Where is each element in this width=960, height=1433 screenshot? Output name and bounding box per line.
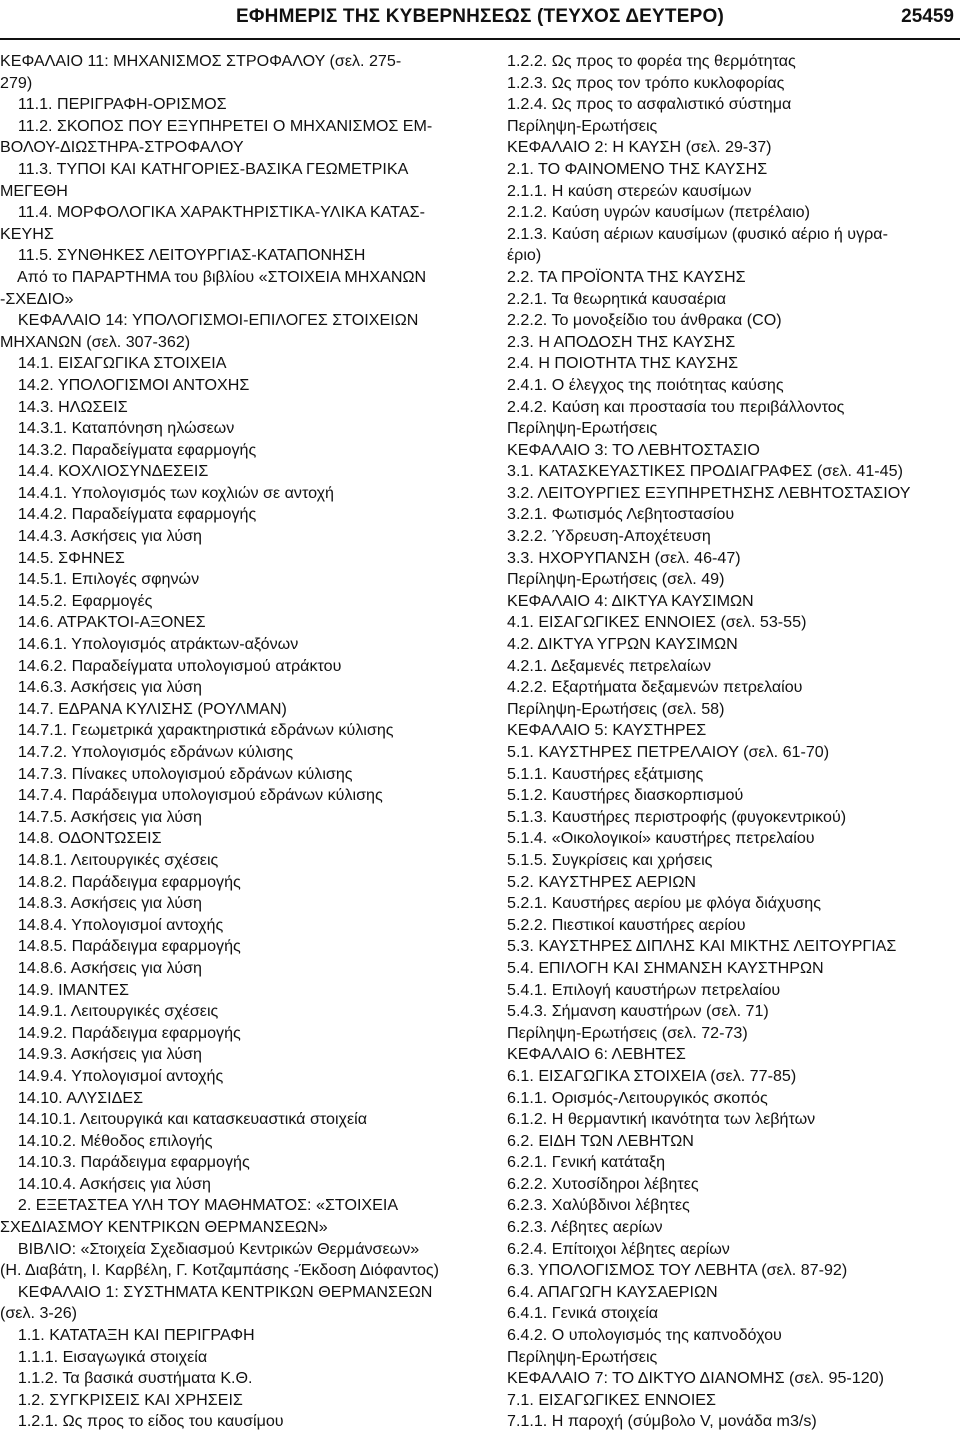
toc-line: 2.3. Η ΑΠΟΔΟΣΗ ΤΗΣ ΚΑΥΣΗΣ (507, 332, 736, 351)
toc-line: 14.10.3. Παράδειγμα εφαρμογής (0, 1153, 250, 1172)
toc-line: (σελ. 3-26) (0, 1304, 78, 1323)
toc-line: 2.1.1. Η καύση στερεών καυσίμων (507, 181, 752, 200)
toc-line: 11.5. ΣΥΝΘΗΚΕΣ ΛΕΙΤΟΥΡΓΙΑΣ-ΚΑΤΑΠΟΝΗΣΗ (0, 246, 366, 265)
toc-line: 6.4.2. Ο υπολογισμός της καπνοδόχου (507, 1326, 782, 1345)
toc-line: 3.2. ΛΕΙΤΟΥΡΓΙΕΣ ΕΞΥΠΗΡΕΤΗΣΗΣ ΛΕΒΗΤΟΣΤΑΣΙΟΥ (507, 483, 911, 502)
toc-line: 1.2. ΣΥΓΚΡΙΣΕΙΣ ΚΑΙ ΧΡΗΣΕΙΣ (0, 1390, 243, 1409)
toc-line: 5.2.2. Πιεστικοί καυστήρες αερίου (507, 915, 746, 934)
toc-line: 14.7.2. Υπολογισμός εδράνων κύλισης (0, 743, 294, 761)
toc-line: 14.4.2. Παραδείγματα εφαρμογής (0, 505, 257, 524)
toc-line: 4.2. ΔΙΚΤΥΑ ΥΓΡΩΝ ΚΑΥΣΙΜΩΝ (507, 635, 738, 654)
right-column (507, 51, 957, 1433)
toc-line: 14.9.4. Υπολογισμοί αντοχής (0, 1066, 224, 1085)
toc-line: Περίληψη-Ερωτήσεις (σελ. 72-73) (507, 1023, 748, 1042)
toc-line: 5.2. ΚΑΥΣΤΗΡΕΣ ΑΕΡΙΩΝ (507, 872, 697, 891)
toc-line: 6.1. ΕΙΣΑΓΩΓΙΚΑ ΣΤΟΙΧΕΙΑ (σελ. 77-85) (507, 1066, 797, 1085)
toc-line: 14.8.3. Ασκήσεις για λύση (0, 894, 203, 913)
toc-line: 6.1.1. Ορισμός-Λειτουργικός σκοπός (507, 1088, 768, 1107)
toc-line: 14.6. ΑΤΡΑΚΤΟΙ-ΑΞΟΝΕΣ (0, 613, 206, 632)
toc-line: 2.4.1. Ο έλεγχος της ποιότητας καύσης (507, 375, 784, 394)
toc-line: Περίληψη-Ερωτήσεις (σελ. 49) (507, 570, 725, 589)
toc-line: 6.2.3. Λέβητες αερίων (507, 1218, 663, 1237)
toc-line: 14.3. ΗΛΩΣΕΙΣ (0, 397, 128, 416)
toc-line: 1.2.2. Ως προς το φορέα της θερμότητας (507, 52, 796, 70)
toc-line: 2.2.1. Τα θεωρητικά καυσαέρια (507, 289, 727, 308)
toc-line: ΜΕΓΕΘΗ (0, 181, 68, 200)
toc-line: ΚΕΦΑΛΑΙΟ 11: ΜΗΧΑΝΙΣΜΟΣ ΣΤΡΟΦΑΛΟΥ (σελ. 275- (0, 52, 402, 70)
toc-line: ΒΟΛΟΥ-ΔΙΩΣΤΗΡΑ-ΣΤΡΟΦΑΛΟΥ (0, 138, 244, 157)
toc-line: 14.7.1. Γεωμετρικά χαρακτηριστικά εδράνων κύλισης (0, 721, 394, 740)
toc-line: 14.1. ΕΙΣΑΓΩΓΙΚΑ ΣΤΟΙΧΕΙΑ (0, 354, 227, 373)
toc-line: ΜΗΧΑΝΩΝ (σελ. 307-362) (0, 332, 191, 351)
toc-line: 14.5.1. Επιλογές σφηνών (0, 570, 200, 589)
toc-line: 1.1.2. Τα βασικά συστήματα Κ.Θ. (0, 1369, 253, 1388)
toc-line: 14.9.2. Παράδειγμα εφαρμογής (0, 1023, 241, 1042)
toc-line: 2.2.2. Το μονοξείδιο του άνθρακα (CO) (507, 311, 782, 330)
toc-line: ΚΕΦΑΛΑΙΟ 2: Η ΚΑΥΣΗ (σελ. 29-37) (507, 138, 772, 157)
toc-line: ΚΕΥΗΣ (0, 224, 54, 243)
toc-line: 14.4.1. Υπολογισμός των κοχλιών σε αντοχή (0, 483, 335, 502)
toc-line: 5.4.1. Επιλογή καυστήρων πετρελαίου (507, 980, 781, 999)
toc-line: 14.7.5. Ασκήσεις για λύση (0, 807, 203, 826)
toc-line: 2.2. ΤΑ ΠΡΟΪΟΝΤΑ ΤΗΣ ΚΑΥΣΗΣ (507, 267, 746, 286)
page-header (0, 0, 960, 40)
toc-line: 14.8.5. Παράδειγμα εφαρμογής (0, 937, 241, 956)
left-column (0, 51, 472, 1433)
page-number: 25459 (901, 6, 954, 27)
toc-line: 6.2.2. Χυτοσίδηροι λέβητες (507, 1174, 699, 1193)
toc-line: 14.8.6. Ασκήσεις για λύση (0, 958, 203, 977)
toc-line: 14.2. ΥΠΟΛΟΓΙΣΜΟΙ ΑΝΤΟΧΗΣ (0, 375, 250, 394)
toc-line: ΚΕΦΑΛΑΙΟ 14: ΥΠΟΛΟΓΙΣΜΟΙ-ΕΠΙΛΟΓΕΣ ΣΤΟΙΧΕΙΩΝ (0, 311, 419, 330)
toc-line: 5.3. ΚΑΥΣΤΗΡΕΣ ΔΙΠΛΗΣ ΚΑΙ ΜΙΚΤΗΣ ΛΕΙΤΟΥΡΓΙΑΣ (507, 937, 897, 956)
toc-line: 5.1.3. Καυστήρες περιστροφής (φυγοκεντρικού) (507, 807, 847, 826)
toc-line: 6.4.1. Γενικά στοιχεία (507, 1304, 659, 1323)
toc-line: 3.3. ΗΧΟΡΥΠΑΝΣΗ (σελ. 46-47) (507, 548, 741, 567)
toc-line: 1.1.1. Εισαγωγικά στοιχεία (0, 1347, 208, 1366)
toc-line: 2.4. Η ΠΟΙΟΤΗΤΑ ΤΗΣ ΚΑΥΣΗΣ (507, 354, 739, 373)
toc-line: 14.10.4. Ασκήσεις για λύση (0, 1174, 211, 1193)
toc-line: 11.4. ΜΟΡΦΟΛΟΓΙΚΑ ΧΑΡΑΚΤΗΡΙΣΤΙΚΑ-ΥΛΙΚΑ ΚΑΤΑΣ- (0, 203, 425, 222)
toc-line: Περίληψη-Ερωτήσεις (507, 419, 658, 438)
toc-line: Περίληψη-Ερωτήσεις (507, 1347, 658, 1366)
toc-line: 5.1.2. Καυστήρες διασκορπισμού (507, 786, 744, 805)
toc-line: 14.8. ΟΔΟΝΤΩΣΕΙΣ (0, 829, 162, 848)
toc-line: 5.1.1. Καυστήρες εξάτμισης (507, 764, 704, 783)
toc-line: 11.2. ΣΚΟΠΟΣ ΠΟΥ ΕΞΥΠΗΡΕΤΕΙ Ο ΜΗΧΑΝΙΣΜΟΣ ΕΜ- (0, 116, 433, 135)
toc-line: 5.1.4. «Οικολογικοί» καυστήρες πετρελαίου (507, 829, 815, 848)
toc-line: 14.10. ΑΛΥΣΙΔΕΣ (0, 1088, 144, 1107)
toc-line: 14.6.2. Παραδείγματα υπολογισμού ατράκτου (0, 656, 342, 675)
toc-line: 1.2.3. Ως προς τον τρόπο κυκλοφορίας (507, 73, 785, 92)
toc-line: 14.4. ΚΟΧΛΙΟΣΥΝΔΕΣΕΙΣ (0, 462, 209, 481)
toc-line: 14.3.1. Καταπόνηση ηλώσεων (0, 419, 235, 438)
toc-line: 14.6.3. Ασκήσεις για λύση (0, 678, 203, 697)
toc-line: 14.6.1. Υπολογισμός ατράκτων-αξόνων (0, 635, 299, 654)
toc-line: -ΣΧΕΔΙΟ» (0, 289, 74, 308)
toc-line: 14.9. ΙΜΑΝΤΕΣ (0, 980, 129, 999)
toc-line: 4.1. ΕΙΣΑΓΩΓΙΚΕΣ ΕΝΝΟΙΕΣ (σελ. 53-55) (507, 613, 807, 632)
toc-line: 2. ΕΞΕΤΑΣΤΕΑ ΥΛΗ ΤΟΥ ΜΑΘΗΜΑΤΟΣ: «ΣΤΟΙΧΕΙΑ (0, 1196, 399, 1215)
toc-line: 3.1. ΚΑΤΑΣΚΕΥΑΣΤΙΚΕΣ ΠΡΟΔΙΑΓΡΑΦΕΣ (σελ. 41-45) (507, 462, 903, 481)
toc-line: ΚΕΦΑΛΑΙΟ 6: ΛΕΒΗΤΕΣ (507, 1045, 686, 1064)
toc-line: 7.1.1. Η παροχή (σύμβολο V, μονάδα m3/s) (507, 1412, 817, 1431)
toc-line: 11.3. ΤΥΠΟΙ ΚΑΙ ΚΑΤΗΓΟΡΙΕΣ-ΒΑΣΙΚΑ ΓΕΩΜΕΤΡΙΚΑ (0, 159, 409, 178)
toc-line: 7.1. ΕΙΣΑΓΩΓΙΚΕΣ ΕΝΝΟΙΕΣ (507, 1390, 716, 1409)
toc-line: 279) (0, 73, 33, 92)
toc-line: 14.7.3. Πίνακες υπολογισμού εδράνων κύλισης (0, 764, 353, 783)
toc-line: 4.2.1. Δεξαμενές πετρελαίων (507, 656, 712, 675)
toc-line: 14.7.4. Παράδειγμα υπολογισμού εδράνων κύλισης (0, 786, 383, 805)
toc-line: 14.4.3. Ασκήσεις για λύση (0, 527, 203, 546)
toc-line: 14.10.2. Μέθοδος επιλογής (0, 1131, 213, 1150)
toc-line: Περίληψη-Ερωτήσεις (507, 116, 658, 135)
toc-line: έριο) (507, 246, 542, 265)
toc-line: 2.1. ΤΟ ΦΑΙΝΟΜΕΝΟ ΤΗΣ ΚΑΥΣΗΣ (507, 159, 768, 178)
toc-line: 6.2.1. Γενική κατάταξη (507, 1153, 666, 1172)
toc-line: 5.1. ΚΑΥΣΤΗΡΕΣ ΠΕΤΡΕΛΑΙΟΥ (σελ. 61-70) (507, 743, 830, 761)
toc-line: ΚΕΦΑΛΑΙΟ 1: ΣΥΣΤΗΜΑΤΑ ΚΕΝΤΡΙΚΩΝ ΘΕΡΜΑΝΣΕΩΝ (0, 1282, 433, 1301)
toc-line: 14.9.3. Ασκήσεις για λύση (0, 1045, 203, 1064)
toc-line: 2.4.2. Καύση και προστασία του περιβάλλοντος (507, 397, 845, 416)
toc-line: 5.4.3. Σήμανση καυστήρων (σελ. 71) (507, 1002, 769, 1021)
toc-line: 11.1. ΠΕΡΙΓΡΑΦΗ-ΟΡΙΣΜΟΣ (0, 95, 227, 114)
toc-line: 1.2.4. Ως προς το ασφαλιστικό σύστημα (507, 95, 792, 114)
toc-line: 14.5. ΣΦΗΝΕΣ (0, 548, 125, 567)
toc-line: 6.2. ΕΙΔΗ ΤΩΝ ΛΕΒΗΤΩΝ (507, 1131, 694, 1150)
toc-line: 5.2.1. Καυστήρες αερίου με φλόγα διάχυσης (507, 894, 821, 913)
toc-line: ΣΧΕΔΙΑΣΜΟΥ ΚΕΝΤΡΙΚΩΝ ΘΕΡΜΑΝΣΕΩΝ» (0, 1218, 328, 1237)
toc-line: ΚΕΦΑΛΑΙΟ 5: ΚΑΥΣΤΗΡΕΣ (507, 721, 707, 740)
toc-line: 14.8.1. Λειτουργικές σχέσεις (0, 850, 219, 869)
header-title: ΕΦΗΜΕΡΙΣ ΤΗΣ ΚΥΒΕΡΝΗΣΕΩΣ (ΤΕΥΧΟΣ ΔΕΥΤΕΡΟ) (236, 6, 724, 27)
toc-line: 14.7. ΕΔΡΑΝΑ ΚΥΛΙΣΗΣ (ΡΟΥΛΜΑΝ) (0, 699, 287, 718)
toc-line: 14.9.1. Λειτουργικές σχέσεις (0, 1002, 219, 1021)
toc-line: ΚΕΦΑΛΑΙΟ 3: ΤΟ ΛΕΒΗΤΟΣΤΑΣΙΟ (507, 440, 760, 459)
toc-line: 3.2.2. Ύδρευση-Αποχέτευση (507, 527, 711, 546)
toc-line: 2.1.3. Καύση αέριων καυσίμων (φυσικό αέριο ή υγρα- (507, 224, 888, 243)
toc-line: Από το ΠΑΡΑΡΤΗΜΑ του βιβλίου «ΣΤΟΙΧΕΙΑ ΜΗΧΑΝΩΝ (0, 267, 427, 286)
toc-line: 6.2.3. Χαλύβδινοι λέβητες (507, 1196, 690, 1215)
toc-line: 14.5.2. Εφαρμογές (0, 591, 153, 610)
toc-line: 6.3. ΥΠΟΛΟΓΙΣΜΟΣ ΤΟΥ ΛΕΒΗΤΑ (σελ. 87-92) (507, 1261, 848, 1280)
toc-line: 5.4. ΕΠΙΛΟΓΗ ΚΑΙ ΣΗΜΑΝΣΗ ΚΑΥΣΤΗΡΩΝ (507, 958, 824, 977)
toc-line: 1.2.1. Ως προς το είδος του καυσίμου (0, 1412, 284, 1431)
toc-line: ΚΕΦΑΛΑΙΟ 7: ΤΟ ΔΙΚΤΥΟ ΔΙΑΝΟΜΗΣ (σελ. 95-120) (507, 1369, 884, 1388)
toc-line: ΚΕΦΑΛΑΙΟ 4: ΔΙΚΤΥΑ ΚΑΥΣΙΜΩΝ (507, 591, 754, 610)
toc-line: 6.4. ΑΠΑΓΩΓΗ ΚΑΥΣΑΕΡΙΩΝ (507, 1282, 718, 1301)
toc-line: (Η. Διαβάτη, Ι. Καρβέλη, Γ. Κοτζαμπάσης -Έκδοση Διόφαντος) (0, 1261, 440, 1280)
toc-line: 14.3.2. Παραδείγματα εφαρμογής (0, 440, 257, 459)
header-rule (0, 38, 960, 40)
toc-line: 14.10.1. Λειτουργικά και κατασκευαστικά στοιχεία (0, 1110, 368, 1129)
toc-line: 4.2.2. Εξαρτήματα δεξαμενών πετρελαίου (507, 678, 803, 697)
toc-line: ΒΙΒΛΙΟ: «Στοιχεία Σχεδιασμού Κεντρικών Θερμάνσεων» (0, 1239, 420, 1258)
toc-line: 3.2.1. Φωτισμός Λεβητοστασίου (507, 505, 735, 524)
toc-line: 2.1.2. Καύση υγρών καυσίμων (πετρέλαιο) (507, 203, 810, 222)
toc-line: 1.1. ΚΑΤΑΤΑΞΗ ΚΑΙ ΠΕΡΙΓΡΑΦΗ (0, 1326, 255, 1345)
toc-line: 5.1.5. Συγκρίσεις και χρήσεις (507, 850, 713, 869)
toc-line: 6.1.2. Η θερμαντική ικανότητα των λεβήτων (507, 1110, 816, 1129)
toc-line: Περίληψη-Ερωτήσεις (σελ. 58) (507, 699, 725, 718)
toc-line: 14.8.4. Υπολογισμοί αντοχής (0, 915, 224, 934)
toc-line: 6.2.4. Επίτοιχοι λέβητες αερίων (507, 1239, 730, 1258)
toc-line: 14.8.2. Παράδειγμα εφαρμογής (0, 872, 241, 891)
